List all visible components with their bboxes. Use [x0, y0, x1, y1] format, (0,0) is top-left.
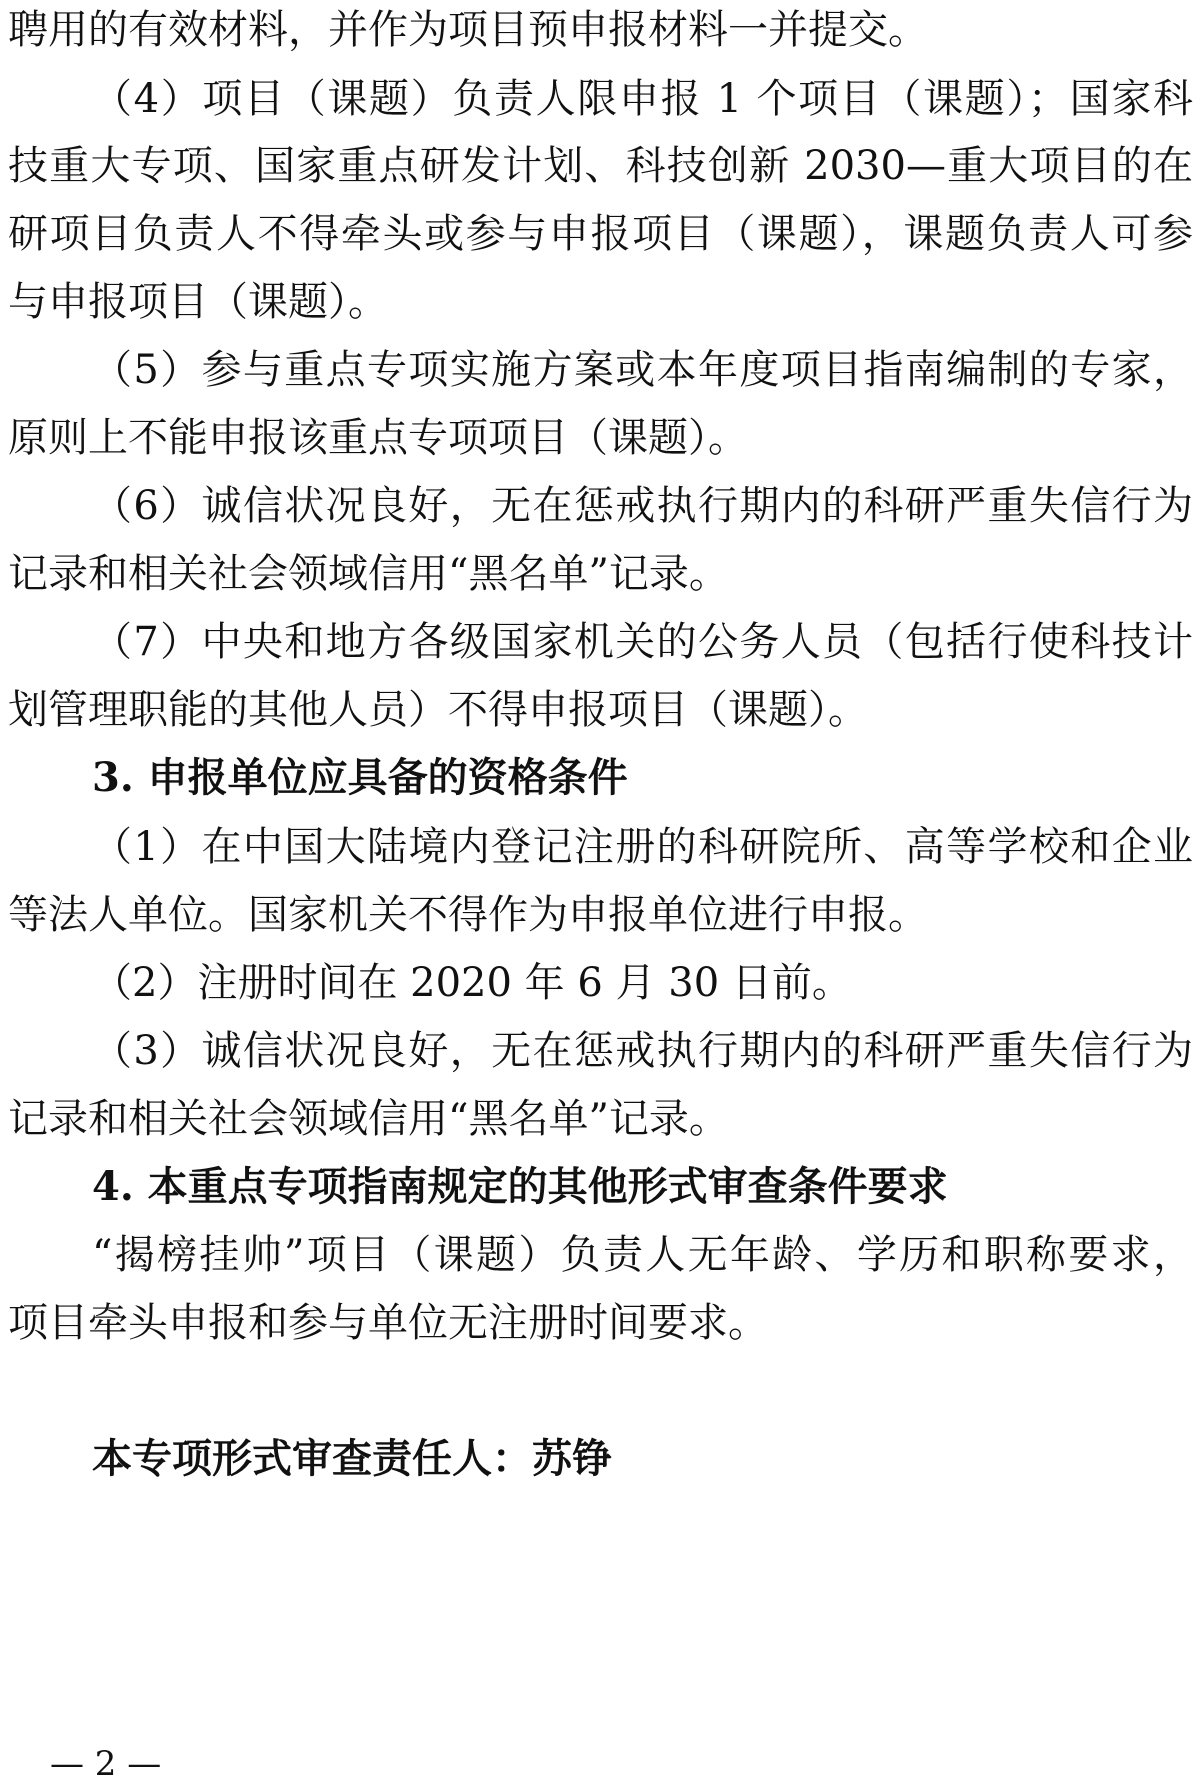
text-line: （2）注册时间在 2020 年 6 月 30 日前。: [92, 960, 852, 1006]
text-line: [92, 819, 1193, 875]
text-line-content: （6）诚信状况良好，无在惩戒执行期内的科研严重失信行为: [92, 483, 1193, 529]
text-line: 原则上不能申报该重点专项项目（课题）。: [8, 415, 748, 461]
text-line: 等法人单位。国家机关不得作为申报单位进行申报。: [8, 892, 928, 938]
responsible-person: 本专项形式审查责任人：苏铮: [92, 1435, 612, 1482]
text-line: [92, 614, 1193, 670]
text-line: 聘用的有效材料，并作为项目预申报材料一并提交。: [8, 7, 928, 53]
text-line: [92, 71, 1193, 127]
text-line-content: 技重大专项、国家重点研发计划、科技创新 2030—重大项目的在: [8, 143, 1193, 189]
section-heading: 3. 申报单位应具备的资格条件: [92, 754, 628, 801]
section-heading: 4. 本重点专项指南规定的其他形式审查条件要求: [92, 1163, 948, 1210]
text-line-content: （4）项目（课题）负责人限申报 1 个项目（课题）；国家科: [92, 76, 1193, 122]
text-line-content: 研项目负责人不得牵头或参与申报项目（课题），课题负责人可参: [8, 211, 1193, 257]
text-line: [92, 1023, 1193, 1079]
text-line: 记录和相关社会领域信用“黑名单”记录。: [8, 1096, 729, 1142]
text-line: 记录和相关社会领域信用“黑名单”记录。: [8, 551, 729, 597]
text-line: 与申报项目（课题）。: [8, 279, 388, 325]
text-line: [8, 206, 1193, 262]
text-line-content: （1）在中国大陆境内登记注册的科研院所、高等学校和企业: [92, 824, 1193, 870]
text-line: [8, 138, 1193, 194]
text-line: 项目牵头申报和参与单位无注册时间要求。: [8, 1300, 768, 1346]
text-line-content: （7）中央和地方各级国家机关的公务人员（包括行使科技计: [92, 619, 1193, 665]
text-line: [92, 478, 1193, 534]
text-line: 划管理职能的其他人员）不得申报项目（课题）。: [8, 687, 868, 733]
text-line-content: （3）诚信状况良好，无在惩戒执行期内的科研严重失信行为: [92, 1028, 1193, 1074]
text-line: [92, 342, 1193, 398]
text-line-content: “揭榜挂帅”项目（课题）负责人无年龄、学历和职称要求，: [92, 1232, 1193, 1278]
page-number: — 2 —: [50, 1744, 162, 1784]
text-line: [92, 1227, 1193, 1283]
text-line-content: （5）参与重点专项实施方案或本年度项目指南编制的专家，: [92, 347, 1193, 393]
